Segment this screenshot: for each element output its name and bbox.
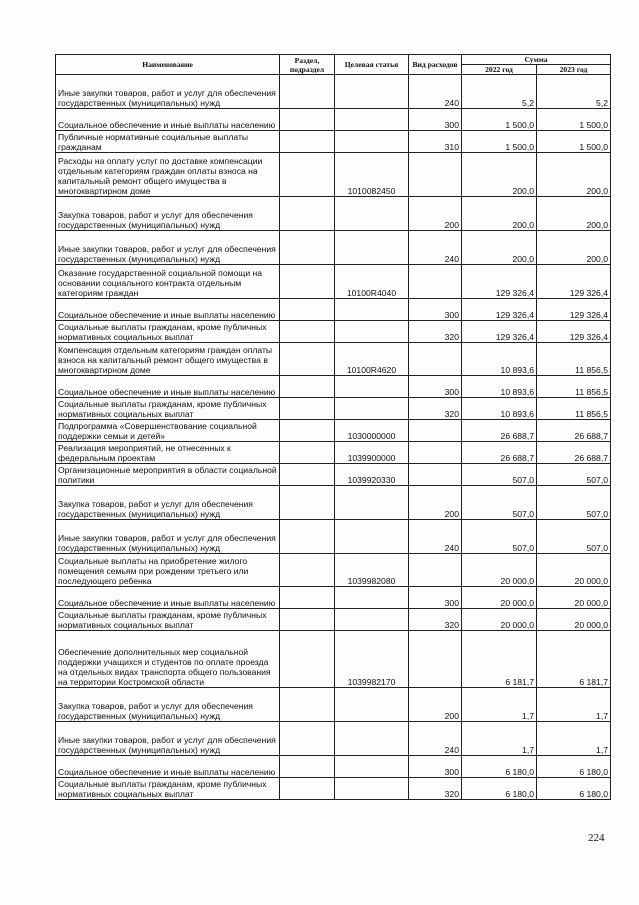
table-row [56,722,611,756]
table-row [56,343,611,376]
cell-expense-kind: 240 [409,520,462,554]
cell-section [280,722,335,756]
cell-name: Закупка товаров, работ и услуг для обеспечения государственных (муниципальных) нужд [56,688,280,722]
cell-expense-kind: 300 [409,587,462,609]
cell-sum-2023: 129 326,4 [537,299,611,321]
cell-sum-2023: 200,0 [537,197,611,231]
cell-expense-kind: 300 [409,376,462,398]
cell-target-article: 1039920330 [335,464,409,486]
cell-expense-kind: 320 [409,321,462,343]
cell-expense-kind: 240 [409,231,462,265]
cell-section [280,442,335,464]
cell-sum-2022: 129 326,4 [462,299,537,321]
table-row [56,231,611,265]
cell-target-article: 1010082450 [335,153,409,197]
cell-expense-kind [409,420,462,442]
cell-name: Социальные выплаты на приобретение жилого помещения семьям при рождении третьего или последующего ребенка [56,554,280,587]
cell-name: Социальное обеспечение и иные выплаты населению [56,299,280,321]
cell-name: Компенсация отдельным категориям граждан оплаты взноса на капитальный ремонт общего имущества в многоквартирном доме [56,343,280,376]
cell-sum-2023: 11 856,5 [537,398,611,420]
cell-expense-kind: 300 [409,109,462,131]
cell-sum-2023: 129 326,4 [537,321,611,343]
cell-target-article [335,688,409,722]
header-sum: Сумма [462,55,611,65]
table-row [56,131,611,153]
cell-target-article [335,722,409,756]
cell-target-article [335,376,409,398]
cell-sum-2022: 507,0 [462,486,537,520]
cell-expense-kind: 200 [409,197,462,231]
cell-expense-kind: 320 [409,398,462,420]
cell-sum-2023: 200,0 [537,231,611,265]
cell-expense-kind [409,554,462,587]
header-target: Целевая статья [335,55,409,75]
cell-target-article [335,486,409,520]
cell-section [280,464,335,486]
cell-sum-2022: 1 500,0 [462,131,537,153]
cell-section [280,688,335,722]
cell-sum-2023: 6 180,0 [537,756,611,778]
cell-name: Иные закупки товаров, работ и услуг для обеспечения государственных (муниципальных) нужд [56,520,280,554]
cell-sum-2023: 20 000,0 [537,587,611,609]
cell-sum-2023: 1,7 [537,688,611,722]
cell-sum-2022: 1,7 [462,688,537,722]
table-row [56,398,611,420]
cell-name: Социальные выплаты гражданам, кроме публичных нормативных социальных выплат [56,398,280,420]
cell-expense-kind [409,464,462,486]
header-section: Раздел, подраздел [280,55,335,75]
cell-target-article [335,398,409,420]
cell-target-article: 1039900000 [335,442,409,464]
cell-expense-kind [409,343,462,376]
table-row [56,442,611,464]
cell-section [280,398,335,420]
cell-sum-2023: 1 500,0 [537,131,611,153]
cell-section [280,131,335,153]
cell-sum-2022: 200,0 [462,153,537,197]
cell-target-article [335,609,409,631]
cell-target-article [335,778,409,800]
cell-expense-kind [409,153,462,197]
cell-target-article [335,231,409,265]
table-row [56,486,611,520]
cell-name: Подпрограмма «Совершенствование социальной поддержки семьи и детей» [56,420,280,442]
table-row [56,321,611,343]
cell-sum-2022: 26 688,7 [462,442,537,464]
cell-sum-2022: 10 893,6 [462,343,537,376]
cell-sum-2022: 6 180,0 [462,778,537,800]
cell-sum-2023: 507,0 [537,520,611,554]
cell-sum-2022: 129 326,4 [462,321,537,343]
cell-name: Закупка товаров, работ и услуг для обеспечения государственных (муниципальных) нужд [56,486,280,520]
cell-sum-2023: 507,0 [537,486,611,520]
cell-name: Закупка товаров, работ и услуг для обеспечения государственных (муниципальных) нужд [56,197,280,231]
table-row [56,75,611,109]
cell-sum-2022: 10 893,6 [462,376,537,398]
table-row [56,464,611,486]
cell-expense-kind [409,442,462,464]
cell-target-article: 1039982170 [335,631,409,688]
cell-section [280,376,335,398]
cell-sum-2023: 507,0 [537,464,611,486]
table-row [56,376,611,398]
cell-target-article: 10100R4040 [335,265,409,299]
cell-sum-2022: 6 181,7 [462,631,537,688]
table-row [56,587,611,609]
cell-name: Социальное обеспечение и иные выплаты населению [56,376,280,398]
cell-name: Социальное обеспечение и иные выплаты населению [56,756,280,778]
cell-sum-2022: 507,0 [462,520,537,554]
cell-sum-2023: 5,2 [537,75,611,109]
cell-section [280,778,335,800]
cell-name: Социальные выплаты гражданам, кроме публичных нормативных социальных выплат [56,321,280,343]
cell-section [280,197,335,231]
cell-name: Иные закупки товаров, работ и услуг для обеспечения государственных (муниципальных) нужд [56,75,280,109]
table-row [56,420,611,442]
cell-sum-2023: 6 181,7 [537,631,611,688]
cell-expense-kind [409,265,462,299]
cell-name: Организационные мероприятия в области социальной политики [56,464,280,486]
table-header [56,55,611,75]
cell-sum-2023: 6 180,0 [537,778,611,800]
cell-expense-kind: 240 [409,722,462,756]
cell-sum-2022: 1 500,0 [462,109,537,131]
header-name: Наименование [56,55,280,75]
table-row [56,609,611,631]
table-row [56,554,611,587]
table-row [56,265,611,299]
cell-section [280,231,335,265]
cell-sum-2022: 5,2 [462,75,537,109]
table-row [56,688,611,722]
cell-name: Расходы на оплату услуг по доставке компенсации отдельным категориям граждан оплаты взноса на капитальный ремонт общего имущества в многоквартирном доме [56,153,280,197]
cell-section [280,153,335,197]
cell-target-article [335,131,409,153]
cell-name: Социальное обеспечение и иные выплаты населению [56,587,280,609]
header-year-2023: 2023 год [537,65,611,75]
cell-target-article [335,321,409,343]
cell-name: Социальные выплаты гражданам, кроме публичных нормативных социальных выплат [56,778,280,800]
cell-expense-kind: 200 [409,688,462,722]
cell-target-article [335,197,409,231]
cell-name: Иные закупки товаров, работ и услуг для обеспечения государственных (муниципальных) нужд [56,231,280,265]
cell-sum-2022: 20 000,0 [462,587,537,609]
cell-expense-kind: 320 [409,609,462,631]
table-row [56,109,611,131]
cell-name: Обеспечение дополнительных мер социальной поддержки учащихся и студентов по оплате проезда на отдельных видах транспорта общего пользования на территории Костромской области [56,631,280,688]
header-year-2022: 2022 год [462,65,537,75]
cell-sum-2022: 6 180,0 [462,756,537,778]
cell-section [280,520,335,554]
table-row [56,153,611,197]
cell-name: Публичные нормативные социальные выплаты гражданам [56,131,280,153]
cell-sum-2023: 11 856,5 [537,376,611,398]
cell-expense-kind: 300 [409,756,462,778]
cell-expense-kind: 320 [409,778,462,800]
cell-expense-kind: 240 [409,75,462,109]
cell-section [280,554,335,587]
cell-target-article: 1030000000 [335,420,409,442]
budget-table [55,54,611,800]
cell-section [280,109,335,131]
cell-section [280,486,335,520]
cell-sum-2023: 129 326,4 [537,265,611,299]
cell-sum-2022: 26 688,7 [462,420,537,442]
cell-expense-kind: 300 [409,299,462,321]
cell-sum-2023: 26 688,7 [537,420,611,442]
page-number: 224 [588,832,605,844]
cell-section [280,75,335,109]
table-row [56,197,611,231]
cell-target-article [335,299,409,321]
table-row [56,299,611,321]
cell-sum-2023: 1,7 [537,722,611,756]
cell-name: Иные закупки товаров, работ и услуг для обеспечения государственных (муниципальных) нужд [56,722,280,756]
cell-sum-2023: 11 856,5 [537,343,611,376]
cell-section [280,631,335,688]
cell-target-article [335,75,409,109]
cell-section [280,299,335,321]
table-row [56,631,611,688]
cell-expense-kind [409,631,462,688]
cell-target-article [335,587,409,609]
cell-sum-2022: 1,7 [462,722,537,756]
cell-section [280,587,335,609]
cell-sum-2023: 200,0 [537,153,611,197]
cell-section [280,321,335,343]
table-body [56,75,611,800]
cell-sum-2022: 200,0 [462,231,537,265]
cell-sum-2023: 1 500,0 [537,109,611,131]
cell-target-article [335,756,409,778]
cell-target-article: 10100R4620 [335,343,409,376]
cell-name: Социальные выплаты гражданам, кроме публичных нормативных социальных выплат [56,609,280,631]
cell-sum-2022: 200,0 [462,197,537,231]
cell-name: Оказание государственной социальной помощи на основании социального контракта отдельным категориям граждан [56,265,280,299]
header-kind: Вид расходов [409,55,462,75]
cell-sum-2022: 129 326,4 [462,265,537,299]
cell-sum-2022: 20 000,0 [462,609,537,631]
cell-expense-kind: 310 [409,131,462,153]
cell-section [280,265,335,299]
table-row [56,756,611,778]
cell-sum-2022: 10 893,6 [462,398,537,420]
table-row [56,520,611,554]
cell-sum-2023: 26 688,7 [537,442,611,464]
cell-section [280,756,335,778]
cell-name: Реализация мероприятий, не отнесенных к федеральным проектам [56,442,280,464]
cell-sum-2022: 20 000,0 [462,554,537,587]
cell-sum-2023: 20 000,0 [537,609,611,631]
cell-sum-2022: 507,0 [462,464,537,486]
cell-expense-kind: 200 [409,486,462,520]
cell-target-article [335,520,409,554]
cell-name: Социальное обеспечение и иные выплаты населению [56,109,280,131]
cell-target-article [335,109,409,131]
cell-section [280,343,335,376]
cell-section [280,420,335,442]
cell-sum-2023: 20 000,0 [537,554,611,587]
cell-section [280,609,335,631]
cell-target-article: 1039982080 [335,554,409,587]
table-row [56,778,611,800]
